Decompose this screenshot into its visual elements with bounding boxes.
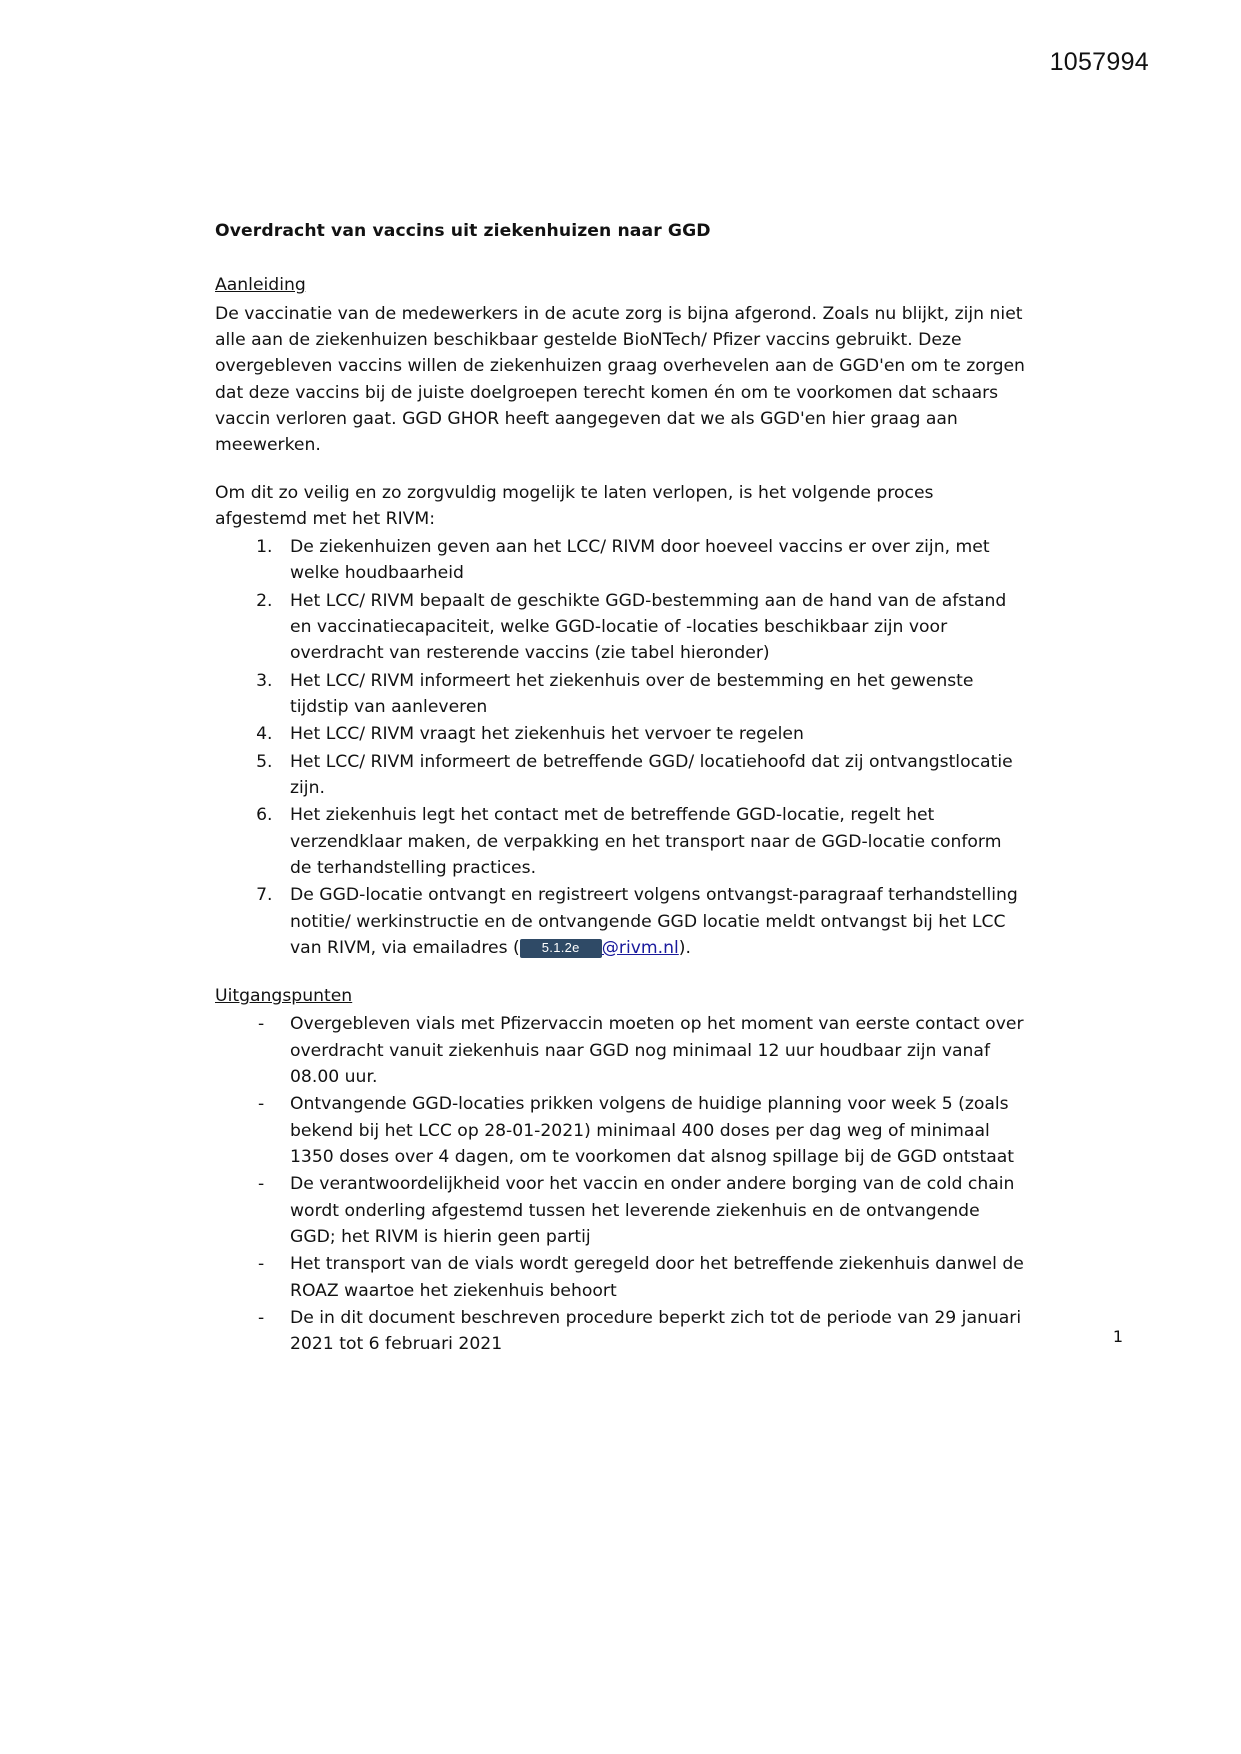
- paragraph-spacer: [215, 459, 1027, 480]
- document-body: [215, 218, 1027, 1359]
- list-item: 6. Het ziekenhuis legt het contact met de betreffende GGD-locatie, regelt het verzendklaar maken, de verpakking en het transport naar de GGD-locatie conform de terhandstelling practices.: [278, 802, 1027, 881]
- list-item: 1. De ziekenhuizen geven aan het LCC/ RIVM door hoeveel vaccins er over zijn, met welke houdbaarheid: [278, 534, 1027, 587]
- list-item: - De verantwoordelijkheid voor het vaccin en onder andere borging van de cold chain wordt onderling afgestemd tussen het leverende ziekenhuis en de ontvangende GGD; het RIVM is hierin geen partij: [278, 1171, 1027, 1250]
- list-item-with-redaction: [278, 882, 1027, 961]
- paragraph-aanleiding-1: De vaccinatie van de medewerkers in de acute zorg is bijna afgerond. Zoals nu blijkt, zijn niet alle aan de ziekenhuizen beschikbaar gestelde BioNTech/ Pfizer vaccins gebruikt. Deze overgebleven vaccins willen de ziekenhuizen graag overhevelen aan de GGD'en om te zorgen dat deze vaccins bij de juiste doelgroepen terecht komen én om te voorkomen dat schaars vaccin verloren gaat. GGD GHOR heeft aangegeven dat we als GGD'en hier graag aan meewerken.: [215, 303, 1025, 456]
- page-number: 1: [1112, 1327, 1123, 1346]
- process-steps-list: [215, 534, 1027, 961]
- principles-list: [215, 1011, 1027, 1357]
- list-item: 4. Het LCC/ RIVM vraagt het ziekenhuis het vervoer te regelen: [278, 721, 1027, 747]
- email-link[interactable]: @rivm.nl: [601, 937, 679, 958]
- section-spacer: [215, 962, 1027, 983]
- section-heading-uitgangspunten: Uitgangspunten: [215, 986, 353, 1007]
- paragraph-aanleiding-2: Om dit zo veilig en zo zorgvuldig mogelijk te laten verlopen, is het volgende proces afgestemd met het RIVM:: [215, 482, 934, 529]
- list-item: - Het transport van de vials wordt geregeld door het betreffende ziekenhuis danwel de ROAZ waartoe het ziekenhuis behoort: [278, 1251, 1027, 1304]
- list-item: - Ontvangende GGD-locaties prikken volgens de huidige planning voor week 5 (zoals bekend bij het LCC op 28-01-2021) minimaal 400 doses per dag weg of minimaal 1350 doses over 4 dagen, om te voorkomen dat alsnog spillage bij de GGD ontstaat: [278, 1091, 1027, 1170]
- list-item-text-after: ).: [678, 937, 691, 958]
- document-title: Overdracht van vaccins uit ziekenhuizen naar GGD: [215, 221, 711, 241]
- list-item: 3. Het LCC/ RIVM informeert het ziekenhuis over de bestemming en het gewenste tijdstip van aanleveren: [278, 668, 1027, 721]
- list-item: - De in dit document beschreven procedure beperkt zich tot de periode van 29 januari 2021 tot 6 februari 2021: [278, 1305, 1027, 1358]
- document-number: 1057994: [1049, 48, 1149, 76]
- list-item: - Overgebleven vials met Pfizervaccin moeten op het moment van eerste contact over overdracht vanuit ziekenhuis naar GGD nog minimaal 12 uur houdbaar zijn vanaf 08.00 uur.: [278, 1011, 1027, 1090]
- list-item: 5. Het LCC/ RIVM informeert de betreffende GGD/ locatiehoofd dat zij ontvangstlocatie zijn.: [278, 749, 1027, 802]
- section-heading-aanleiding: Aanleiding: [215, 275, 306, 296]
- list-item-text-before: De GGD-locatie ontvangt en registreert volgens ontvangst-paragraaf terhandstelling notitie/ werkinstructie en de ontvangende GGD locatie meldt ontvangst bij het LCC van RIVM, via emailadres (: [290, 885, 1018, 958]
- redaction-badge: 5.1.2e: [520, 939, 602, 958]
- list-item: 2. Het LCC/ RIVM bepaalt de geschikte GGD-bestemming aan de hand van de afstand en vaccinatiecapaciteit, welke GGD-locatie of -locaties beschikbaar zijn voor overdracht van resterende vaccins (zie tabel hieronder): [278, 588, 1027, 667]
